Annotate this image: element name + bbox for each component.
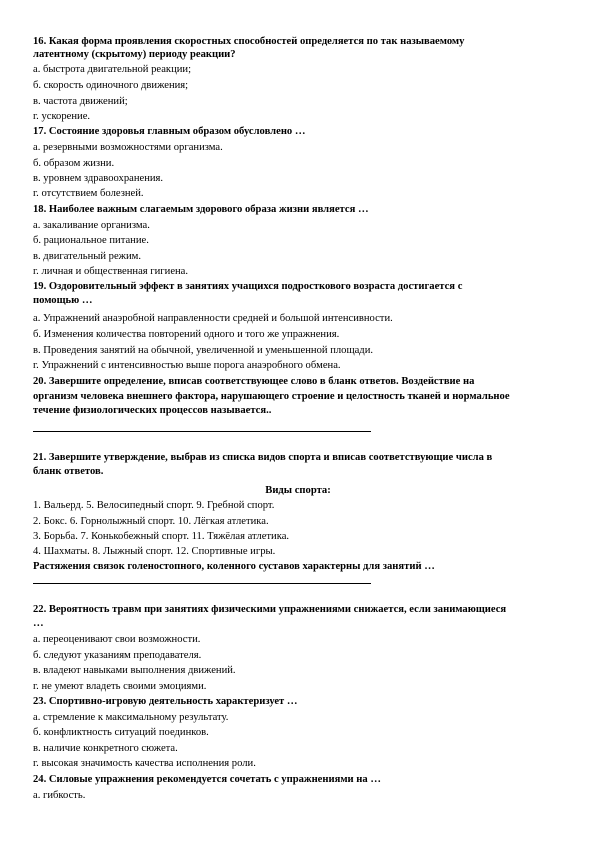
- q20-question-line-1: 20. Завершите определение, вписав соответствующее слово в бланк ответов. Воздействие на: [33, 376, 475, 387]
- q18-option-a: а. закаливание организма.: [33, 220, 150, 231]
- q19-question-line-1: 19. Оздоровительный эффект в занятиях учащихся подросткового возраста достигается с: [33, 281, 463, 292]
- q18-option-d: г. личная и общественная гигиена.: [33, 266, 189, 277]
- q23-option-c: в. наличие конкретного сюжета.: [33, 743, 178, 754]
- q22-option-d: г. не умеют владеть своими эмоциями.: [33, 681, 207, 692]
- q20-answer-line[interactable]: [33, 431, 371, 432]
- q18-option-b: б. рациональное питание.: [33, 235, 149, 246]
- q24-option-a: а. гибкость.: [33, 790, 86, 801]
- q21-list-row-2: 2. Бокс. 6. Горнолыжный спорт. 10. Лёгкая атлетика.: [33, 516, 269, 527]
- q18-question: 18. Наиболее важным слагаемым здорового образа жизни является …: [33, 204, 369, 215]
- q23-option-a: а. стремление к максимальному результату.: [33, 712, 229, 723]
- q17-option-d: г. отсутствием болезней.: [33, 188, 144, 199]
- q18-option-c: в. двигательный режим.: [33, 251, 142, 262]
- q24-question: 24. Силовые упражнения рекомендуется сочетать с упражнениями на …: [33, 774, 381, 785]
- q23-option-b: б. конфликтность ситуаций поединков.: [33, 727, 209, 738]
- q21-list-row-3: 3. Борьба. 7. Конькобежный спорт. 11. Тяжёлая атлетика.: [33, 531, 290, 542]
- q19-question-line-2: помощью …: [33, 295, 93, 306]
- q22-question-line-1: 22. Вероятность травм при занятиях физическими упражнениями снижается, если занимающиеся: [33, 604, 507, 615]
- q17-question: 17. Состояние здоровья главным образом обусловлено …: [33, 126, 306, 137]
- q21-list-row-1: 1. Вальерд. 5. Велосипедный спорт. 9. Гребной спорт.: [33, 500, 275, 511]
- q21-list-row-4: 4. Шахматы. 8. Лыжный спорт. 12. Спортивные игры.: [33, 546, 276, 557]
- q16-option-b: б. скорость одиночного движения;: [33, 80, 189, 91]
- q17-option-a: а. резервными возможностями организма.: [33, 142, 223, 153]
- q21-question-line-1: 21. Завершите утверждение, выбрав из списка видов спорта и вписав соответствующие числа в: [33, 452, 493, 463]
- q21-statement: Растяжения связок голеностопного, коленного суставов характерны для занятий …: [33, 561, 435, 572]
- q23-question: 23. Спортивно-игровую деятельность характеризует …: [33, 696, 298, 707]
- q19-option-d: г. Упражнений с интенсивностью выше порога анаэробного обмена.: [33, 360, 341, 371]
- q19-option-c: в. Проведения занятий на обычной, увеличенной и уменьшенной площади.: [33, 345, 374, 356]
- q23-option-d: г. высокая значимость качества исполнения роли.: [33, 758, 256, 769]
- q20-question-line-3: течение физиологических процессов называется..: [33, 405, 272, 416]
- q21-answer-line[interactable]: [33, 583, 371, 584]
- q16-option-c: в. частота движений;: [33, 96, 128, 107]
- q20-question-line-2: организм человека внешнего фактора, нарушающего строение и целостность тканей и нормальное: [33, 391, 510, 402]
- q16-option-a: а. быстрота двигательной реакции;: [33, 64, 192, 75]
- q22-option-c: в. владеют навыками выполнения движений.: [33, 665, 236, 676]
- q22-option-b: б. следуют указаниям преподавателя.: [33, 650, 202, 661]
- q21-question-line-2: бланк ответов.: [33, 466, 104, 477]
- q19-option-b: б. Изменения количества повторений одного и того же упражнения.: [33, 329, 340, 340]
- q22-option-a: а. переоценивают свои возможности.: [33, 634, 201, 645]
- q16-question-line-1: 16. Какая форма проявления скоростных способностей определяется по так называемому: [33, 36, 465, 47]
- q16-question-line-2: латентному (скрытому) периоду реакции?: [33, 49, 236, 60]
- q19-option-a: а. Упражнений анаэробной направленности средней и большой интенсивности.: [33, 313, 393, 324]
- q16-option-d: г. ускорение.: [33, 111, 91, 122]
- q22-question-line-2: …: [33, 618, 44, 629]
- q17-option-c: в. уровнем здравоохранения.: [33, 173, 164, 184]
- q17-option-b: б. образом жизни.: [33, 158, 115, 169]
- q21-list-title: Виды спорта:: [265, 485, 331, 496]
